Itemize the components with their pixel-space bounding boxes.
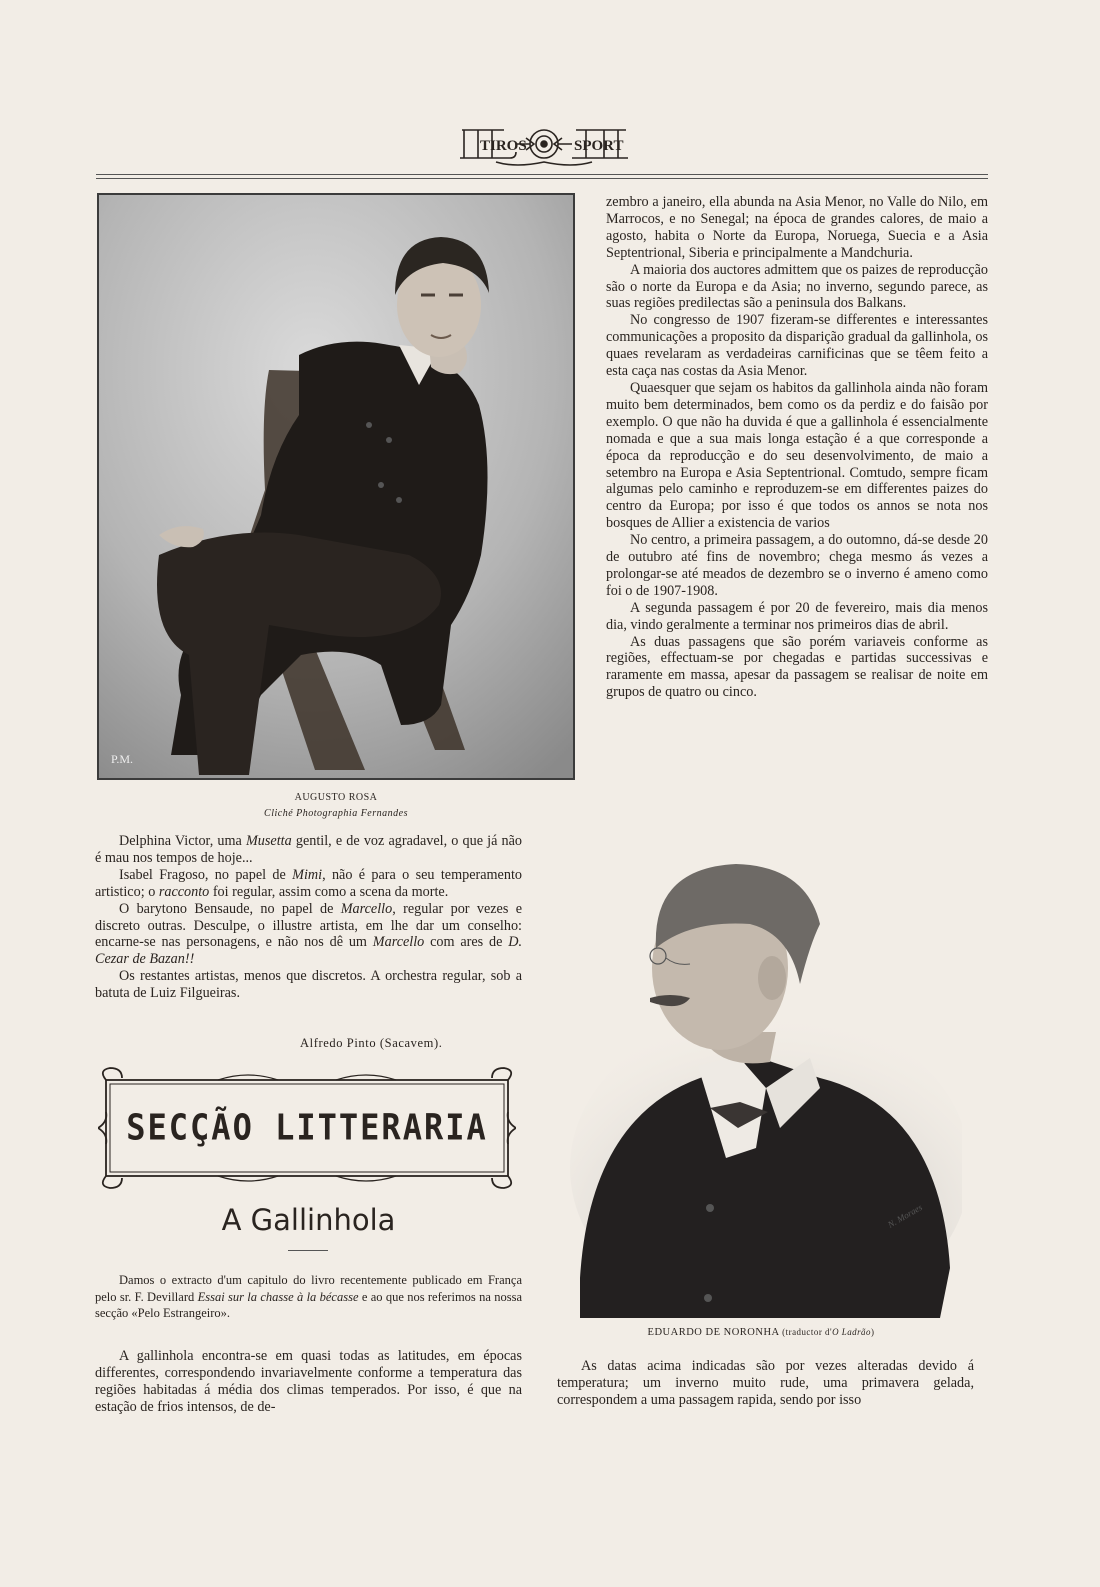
portrait-photo-augusto-rosa — [97, 193, 575, 780]
portrait-caption-name: AUGUSTO ROSA — [294, 792, 378, 803]
masthead-logo — [456, 120, 632, 168]
paragraph: Damos o extracto d'um capitulo do livro recentemente publicado em França pelo sr. F. Devillard Essai sur la chasse à la bécasse e ao que nos referimos na nossa secção «Pelo Estrangeiro». — [95, 1273, 523, 1320]
paragraph: Delphina Victor, uma Musetta gentil, e de voz agradavel, o que já não é mau nos tempos de hoje... — [95, 833, 523, 866]
article-body-right — [606, 194, 988, 701]
paragraph: A gallinhola encontra-se em quasi todas as latitudes, em épocas differentes, correspondendo invariavelmente conforme a temperatura das regiões habitadas á média dos climas temperados. Por isso, é que na estação de frios intensos, de de- — [95, 1348, 522, 1415]
paragraph: A segunda passagem é por 20 de fevereiro, mais dia menos dia, vindo geralmente a terminar nos primeiros dias de abril. — [606, 599, 988, 633]
review-text — [95, 833, 522, 1002]
portrait-artist-signature: N. Moraes — [886, 1202, 924, 1230]
paragraph: As datas acima indicadas são por vezes alteradas devido á temperatura; um inverno muito rude, uma primavera gelada, correspondem a uma passagem rapida, sendo por isso — [557, 1358, 974, 1408]
paragraph: No congresso de 1907 fizeram-se differentes e interessantes communicações a proposito da disparição gradual da gallinhola, os quaes revelaram as verdadeiras carnificinas que se têem feito a esta caça nas costas da Asia Menor. — [606, 312, 988, 380]
paragraph: As duas passagens que são porém variaveis conforme as regiões, effectuam-se por chegadas e partidas successivas e raramente em massa, apesar da passagem se realisar de noite em grupos de quatro ou cinco. — [606, 633, 988, 701]
svg-text:SPORT: SPORT — [574, 138, 624, 154]
paragraph: Quaesquer que sejam os habitos da gallinhola ainda não foram muito bem determinados, bem como os da perdiz e do faisão por exemplo. O que não ha duvida é que a gallinhola é essencialmente nomada e que a sua mais longa estação é a que corresponde a época da reproducção e do seu desenvolvimento, de maio a setembro na Europa e Asia Septentrional. Comtudo, sempre ficam algumas pelo caminho e reproduzem-se em differentes paizes do centro da Europa; por isso é que todos os annos se nota nos bosques de Allier a existencia de varios — [606, 379, 988, 532]
section-banner-title: SECÇÃO LITTERARIA — [126, 1105, 488, 1149]
photo-monogram: P.M. — [111, 752, 134, 766]
portrait-caption-credit: Cliché Photographia Fernandes — [264, 808, 408, 819]
paragraph: zembro a janeiro, ella abunda na Asia Menor, no Valle do Nilo, em Marrocos, e no Senegal; na época de grandes calores, de maio a agosto, habita o Norte da Europa, Noruega, Suecia e a Asia Septentrional, Siberia e principalmente a Mandchuria. — [606, 194, 988, 261]
paragraph: Os restantes artistas, menos que discretos. A orchestra regular, sob a batuta de Luiz Filgueiras. — [95, 968, 522, 1002]
portrait-illustration — [99, 195, 573, 778]
paragraph: A maioria dos auctores admittem que os paizes de reproducção são o norte da Europa e da Asia; no inverno, segundo parece, as suas regiões predilectas são a peninsula dos Balkans. — [606, 261, 988, 312]
title-divider — [288, 1250, 328, 1251]
article-body-right-bottom — [557, 1358, 974, 1409]
article-body-left — [95, 1348, 522, 1416]
portrait-caption-eduardo: EDUARDO DE NORONHA (traductor d'O Ladrão) — [647, 1327, 875, 1338]
article-title: A Gallinhola — [221, 1203, 396, 1237]
svg-text:TIROS: TIROS — [480, 138, 527, 154]
paragraph: O barytono Bensaude, no papel de Marcello, regular por vezes e discreto outras. Desculpe, o illustre artista, em lhe dar um conselho: encarne-se nas personagens, e não nos dê um Marcello com ares de D. Cezar de Bazan!! — [95, 900, 522, 968]
paragraph: Isabel Fragoso, no papel de Mimi, não é para o seu temperamento artistico; o racconto foi regular, assim como a scena da morte. — [95, 866, 522, 900]
masthead-rule — [96, 174, 988, 175]
masthead-rule — [96, 178, 988, 179]
paragraph: No centro, a primeira passagem, a do outomno, dá-se desde 20 de outubro até fins de novembro; chega mesmo ás vezes a prolongar-se até meados de dezembro se o inverno é ameno como foi o de 1907-1908. — [606, 532, 988, 599]
review-signature: Alfredo Pinto (Sacavem). — [300, 1036, 443, 1050]
portrait-photo-eduardo-de-noronha — [560, 848, 962, 1318]
article-intro — [95, 1272, 522, 1322]
